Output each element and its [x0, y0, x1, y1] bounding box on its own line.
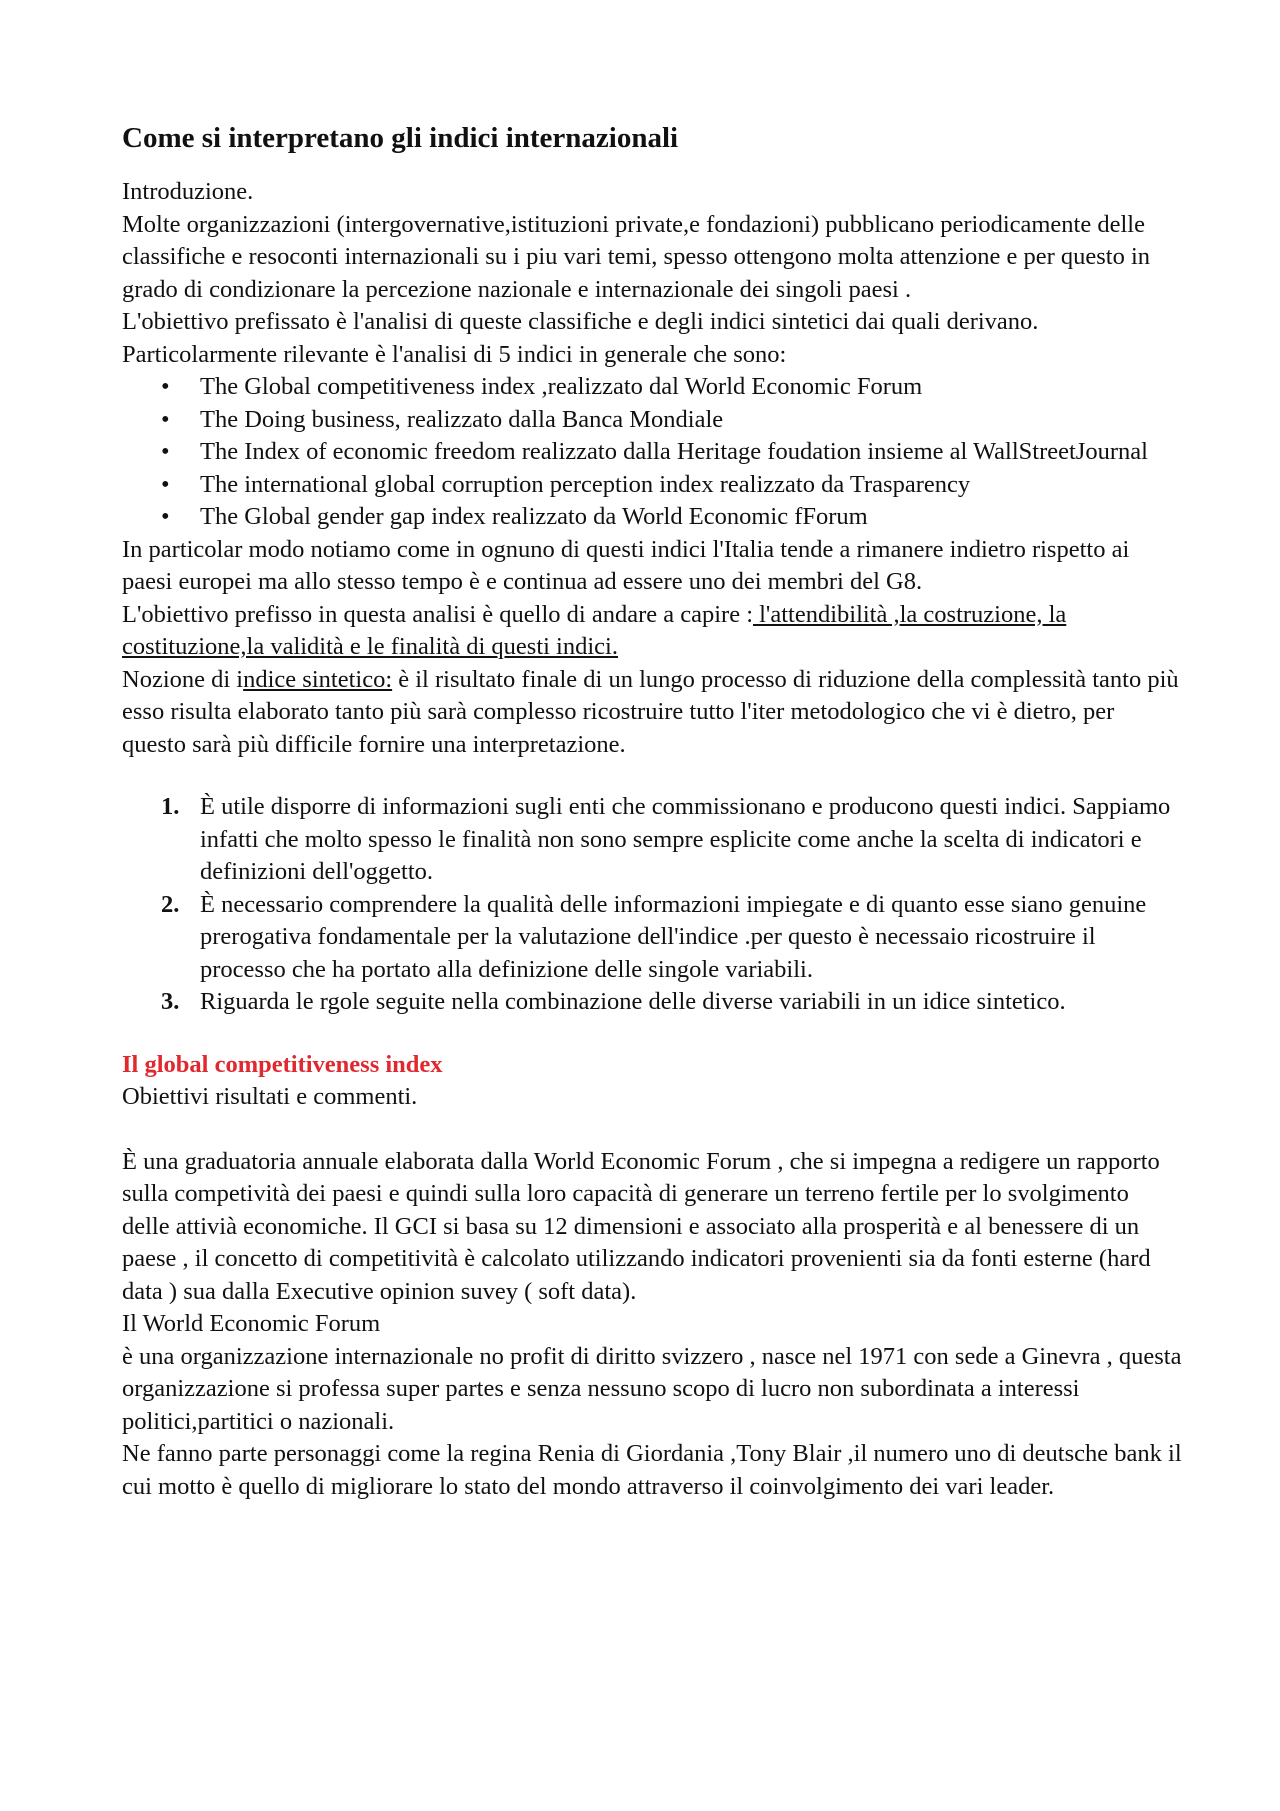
- spacer: [122, 1114, 1182, 1146]
- bullet-item: • The Index of economic freedom realizzato dalla Heritage foudation insieme al WallStreetJournal: [200, 436, 1182, 469]
- section-paragraph-4: Ne fanno parte personaggi come la regina Renia di Giordania ,Tony Blair ,il numero uno di deutsche bank il cui motto è quello di migliorare lo stato del mondo attraverso il coinvolgimento dei vari leader.: [122, 1440, 1182, 1500]
- intro-paragraph-5: [122, 664, 1182, 762]
- paragraph-4-underlined: l'attendibilità ,la costruzione, la costituzione,la validità e le finalità di questi indici.: [122, 600, 1067, 660]
- intro-paragraph-1: Molte organizzazioni (intergovernative,istituzioni private,e fondazioni) pubblicano periodicamente delle classifiche e resoconti internazionali su i piu vari temi, spesso ottengono molta attenzione e per questo in grado di condizionare la percezione nazionale e internazionale dei singoli paesi .: [122, 210, 1151, 303]
- bullet-item: • The Global gender gap index realizzato da World Economic fForum: [200, 501, 1182, 534]
- paragraph-5-text-rest: è il risultato finale di un lungo processo di riduzione della complessità tanto più esso risulta elaborato tanto più sarà complesso ricostruire tutto l'iter metodologico che vi è dietro, per questo sarà più difficile fornire una interpretazione.: [122, 665, 1179, 758]
- numbered-item: [161, 889, 1182, 987]
- document-page: [122, 118, 1182, 1503]
- bullet-item: • The international global corruption perception index realizzato da Trasparency: [200, 469, 1182, 502]
- item-number: 3.: [161, 988, 180, 1015]
- paragraph-5-text-start: Nozione di i: [122, 665, 244, 693]
- item-number: 1.: [161, 793, 180, 820]
- item-text: Riguarda le rgole seguite nella combinazione delle diverse variabili in un idice sintetico.: [200, 988, 1066, 1015]
- section-paragraph-2: Il World Economic Forum: [122, 1310, 381, 1337]
- section-subtitle: Obiettivi risultati e commenti.: [122, 1083, 418, 1110]
- numbered-item: [161, 791, 1182, 889]
- intro-paragraph-2: L'obiettivo prefissato è l'analisi di queste classifiche e degli indici sintetici dai quali derivano. Particolarmente rilevante è l'analisi di 5 indici in generale che sono:: [122, 308, 1039, 368]
- bullet-item: • The Global competitiveness index ,realizzato dal World Economic Forum: [200, 371, 1182, 404]
- intro-heading: Introduzione.: [122, 178, 254, 205]
- bullet-item: • The Doing business, realizzato dalla Banca Mondiale: [200, 404, 1182, 437]
- numbered-item: [161, 986, 1182, 1019]
- document-title: Come si interpretano gli indici internazionali: [122, 122, 679, 154]
- item-number: 2.: [161, 890, 180, 918]
- section-paragraph-3: è una organizzazione internazionale no profit di diritto svizzero , nasce nel 1971 con sede a Ginevra , questa organizzazione si professa super partes e senza nessuno scopo di lucro non subordinata a interessi politici,partitici o nazionali.: [122, 1342, 1182, 1435]
- section-paragraph-1: È una graduatoria annuale elaborata dalla World Economic Forum , che si impegna a redigere un rapporto sulla competività dei paesi e quindi sulla loro capacità di generare un terreno fertile per lo svolgimento delle attivià economiche. Il GCI si basa su 12 dimensioni e associato alla prosperità e al benessere di un paese , il concetto di competitività è calcolato utilizzando indicatori provenienti sia da fonti esterne (hard data ) sua dalla Executive opinion suvey ( soft data).: [122, 1147, 1160, 1305]
- item-text: È utile disporre di informazioni sugli enti che commissionano e producono questi indici. Sappiamo infatti che molto spesso le finalità non sono sempre esplicite come anche la scelta di indicatori e definizioni dell'oggetto.: [200, 793, 1171, 885]
- indices-bullet-list: [122, 371, 1182, 534]
- paragraph-5-underlined: ndice sintetico:: [243, 665, 393, 693]
- paragraph-4-text: L'obiettivo prefisso in questa analisi è quello di andare a capire :: [122, 600, 753, 628]
- item-text: È necessario comprendere la qualità delle informazioni impiegate e di quanto esse siano genuine prerogativa fondamentale per la valutazione dell'indice .per questo è necessaio ricostruire il processo che ha portato alla definizione delle singole variabili.: [200, 890, 1147, 983]
- numbered-list: [122, 791, 1182, 1019]
- intro-paragraph-4: [122, 599, 1182, 664]
- section-title: Il global competitiveness index: [122, 1050, 443, 1078]
- intro-paragraph-3: In particolar modo notiamo come in ognuno di questi indici l'Italia tende a rimanere indietro rispetto ai paesi europei ma allo stesso tempo è e continua ad essere uno dei membri del G8.: [122, 535, 1130, 595]
